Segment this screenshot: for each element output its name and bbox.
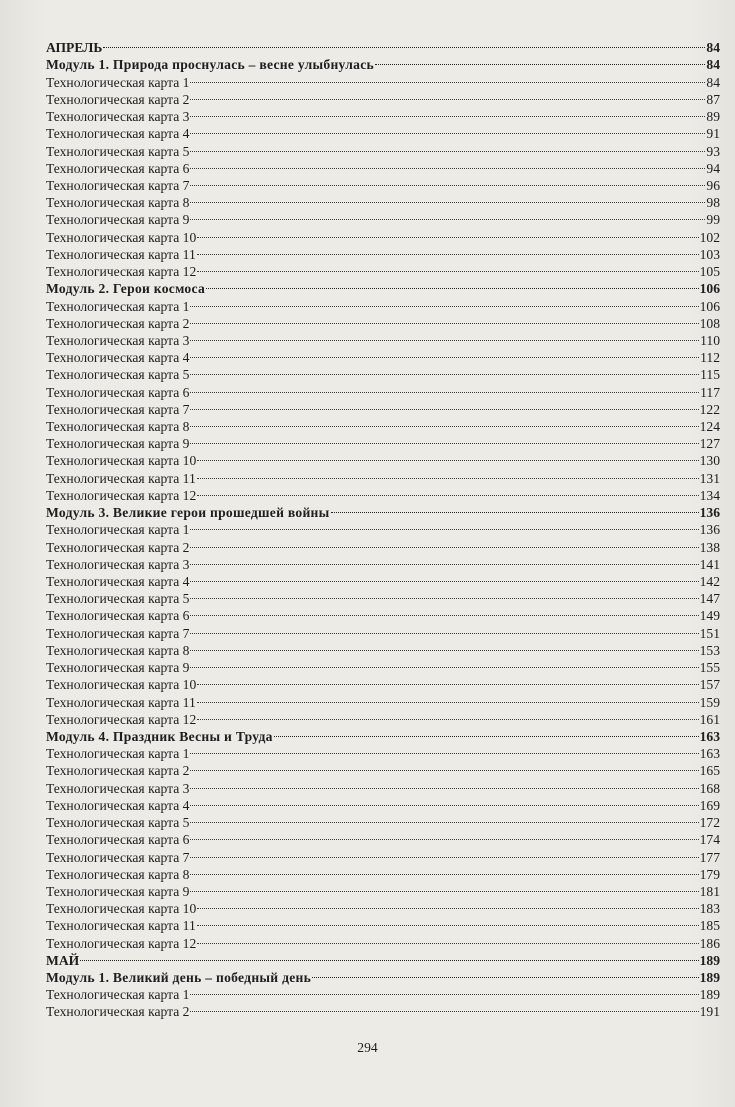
toc-entry-page-number: 168 bbox=[699, 780, 720, 796]
toc-entry-page-number: 157 bbox=[699, 677, 720, 693]
toc-dot-leader bbox=[190, 620, 698, 637]
toc-entry-label: Технологическая карта 12 bbox=[46, 935, 197, 951]
toc-entry-label: Технологическая карта 2 bbox=[46, 91, 190, 107]
toc-entry-label: Модуль 3. Великие герои прошедшей войны bbox=[46, 505, 330, 521]
toc-entry-page-number: 99 bbox=[706, 212, 720, 228]
toc-entry-label: Технологическая карта 10 bbox=[46, 677, 197, 693]
toc-entry-label: Технологическая карта 2 bbox=[46, 315, 190, 331]
toc-dot-leader bbox=[190, 311, 698, 328]
toc-entry-label: Модуль 4. Праздник Весны и Труда bbox=[46, 728, 273, 744]
toc-entry-page-number: 172 bbox=[699, 815, 720, 831]
toc-dot-leader bbox=[190, 173, 705, 190]
toc-entry-label: Технологическая карта 8 bbox=[46, 866, 190, 882]
toc-entry-page-number: 163 bbox=[699, 746, 720, 762]
toc-entry-page-number: 165 bbox=[699, 763, 720, 779]
toc-entry-label: Технологическая карта 10 bbox=[46, 453, 197, 469]
toc-entry-label: Технологическая карта 2 bbox=[46, 539, 190, 555]
toc-entry-label: Технологическая карта 9 bbox=[46, 660, 190, 676]
toc-entry-page-number: 183 bbox=[699, 901, 720, 917]
toc-dot-leader bbox=[190, 758, 698, 775]
toc-entry-label: Технологическая карта 11 bbox=[46, 918, 196, 934]
toc-entry-page-number: 105 bbox=[699, 264, 720, 280]
toc-entry-page-number: 189 bbox=[699, 970, 720, 986]
toc-heading-row bbox=[46, 965, 720, 986]
toc-entry-page-number: 138 bbox=[699, 539, 720, 555]
toc-dot-leader bbox=[190, 879, 698, 896]
toc-entry-label: Модуль 1. Великий день – победный день bbox=[46, 970, 312, 986]
toc-dot-leader bbox=[274, 724, 699, 741]
toc-entry-page-number: 108 bbox=[699, 315, 720, 331]
toc-dot-leader bbox=[197, 224, 698, 241]
toc-entry-label: Технологическая карта 8 bbox=[46, 642, 190, 658]
toc-entry-page-number: 177 bbox=[699, 849, 720, 865]
toc-entry-page-number: 134 bbox=[699, 487, 720, 503]
toc-dot-leader bbox=[197, 259, 698, 276]
toc-dot-leader bbox=[190, 156, 705, 173]
toc-entry-label: Технологическая карта 10 bbox=[46, 229, 197, 245]
toc-entry-label: Технологическая карта 7 bbox=[46, 177, 190, 193]
toc-entry-page-number: 84 bbox=[706, 40, 720, 56]
toc-dot-leader bbox=[190, 517, 698, 534]
toc-dot-leader bbox=[190, 414, 698, 431]
toc-entry-page-number: 106 bbox=[699, 298, 720, 314]
toc-entry-label: Технологическая карта 3 bbox=[46, 332, 190, 348]
toc-entry-label: Технологическая карта 5 bbox=[46, 815, 190, 831]
toc-heading-row bbox=[46, 948, 720, 968]
toc-dot-leader bbox=[190, 982, 698, 999]
toc-entry-label: Технологическая карта 2 bbox=[46, 763, 190, 779]
toc-dot-leader bbox=[190, 534, 698, 551]
toc-entry-label: Технологическая карта 5 bbox=[46, 591, 190, 607]
toc-dot-leader bbox=[206, 276, 699, 293]
toc-dot-leader bbox=[197, 930, 698, 947]
toc-entry-page-number: 131 bbox=[699, 470, 720, 486]
toc-entry-label: Технологическая карта 11 bbox=[46, 470, 196, 486]
toc-dot-leader bbox=[190, 104, 705, 121]
toc-entry-page-number: 181 bbox=[699, 883, 720, 899]
toc-entry-page-number: 103 bbox=[699, 246, 720, 262]
toc-entry-page-number: 115 bbox=[700, 367, 720, 383]
toc-entry-page-number: 161 bbox=[699, 711, 720, 727]
toc-entry-label: Технологическая карта 4 bbox=[46, 350, 190, 366]
toc-entry-page-number: 191 bbox=[699, 1004, 720, 1020]
toc-dot-leader bbox=[103, 35, 705, 52]
toc-dot-leader bbox=[331, 500, 699, 517]
toc-entry-page-number: 96 bbox=[706, 177, 720, 193]
toc-dot-leader bbox=[190, 362, 699, 379]
toc-entry-label: Технологическая карта 6 bbox=[46, 384, 190, 400]
toc-entry-label: Технологическая карта 2 bbox=[46, 1004, 190, 1020]
toc-entry-label: Технологическая карта 5 bbox=[46, 367, 190, 383]
toc-entry-label: Технологическая карта 6 bbox=[46, 832, 190, 848]
toc-entry-label: Технологическая карта 3 bbox=[46, 109, 190, 125]
toc-entry-page-number: 130 bbox=[699, 453, 720, 469]
table-of-contents bbox=[46, 35, 720, 1020]
toc-dot-leader bbox=[190, 827, 698, 844]
toc-entry-page-number: 149 bbox=[699, 608, 720, 624]
toc-entry-page-number: 94 bbox=[706, 160, 720, 176]
toc-entry-page-number: 87 bbox=[706, 91, 720, 107]
toc-dot-leader bbox=[375, 52, 705, 69]
toc-entry-label: Технологическая карта 4 bbox=[46, 574, 190, 589]
toc-entry-page-number: 106 bbox=[699, 281, 720, 297]
toc-entry-page-number: 179 bbox=[699, 866, 720, 882]
toc-dot-leader bbox=[190, 603, 698, 620]
toc-dot-leader bbox=[197, 448, 698, 465]
toc-entry-page-number: 102 bbox=[699, 229, 720, 245]
toc-entry-page-number: 169 bbox=[699, 797, 720, 813]
toc-entry-label: Технологическая карта 11 bbox=[46, 694, 196, 710]
toc-entry-label: Технологическая карта 11 bbox=[46, 246, 196, 262]
toc-entry-label: Технологическая карта 8 bbox=[46, 419, 190, 435]
toc-entry-page-number: 124 bbox=[699, 419, 720, 435]
toc-dot-leader bbox=[190, 638, 698, 655]
toc-dot-leader bbox=[190, 138, 705, 155]
toc-entry-label: Технологическая карта 1 bbox=[46, 746, 190, 762]
toc-entry-label: Технологическая карта 4 bbox=[46, 797, 190, 813]
toc-entry-label: Технологическая карта 1 bbox=[46, 298, 190, 314]
toc-dot-leader bbox=[190, 431, 698, 448]
toc-entry-label: Технологическая карта 5 bbox=[46, 143, 190, 159]
toc-dot-leader bbox=[190, 379, 699, 396]
toc-dot-leader bbox=[197, 896, 698, 913]
toc-entry-label: Технологическая карта 12 bbox=[46, 711, 197, 727]
toc-dot-leader bbox=[190, 121, 705, 138]
toc-entry-label: Технологическая карта 4 bbox=[46, 126, 190, 142]
toc-entry-label: Технологическая карта 3 bbox=[46, 780, 190, 796]
toc-entry-label: Технологическая карта 7 bbox=[46, 849, 190, 865]
toc-entry-label: Технологическая карта 12 bbox=[46, 487, 197, 503]
toc-entry-page-number: 136 bbox=[699, 522, 720, 538]
toc-dot-leader bbox=[197, 689, 699, 706]
toc-entry-label: Технологическая карта 10 bbox=[46, 901, 197, 917]
toc-entry-page-number: 84 bbox=[706, 57, 720, 73]
toc-dot-leader bbox=[190, 810, 698, 827]
toc-dot-leader bbox=[190, 999, 698, 1016]
toc-entry-page-number: 185 bbox=[699, 918, 720, 934]
toc-dot-leader bbox=[190, 552, 698, 569]
toc-entry-page-number: 189 bbox=[699, 987, 720, 1003]
toc-entry-page-number: 141 bbox=[699, 556, 720, 572]
toc-entry-label: Технологическая карта 6 bbox=[46, 608, 190, 624]
toc-dot-leader bbox=[190, 569, 698, 586]
toc-dot-leader bbox=[190, 328, 699, 345]
toc-dot-leader bbox=[190, 87, 705, 104]
toc-entry-page-number: 112 bbox=[700, 350, 720, 366]
toc-entry-page-number: 151 bbox=[699, 625, 720, 641]
toc-entry-label: МАЙ bbox=[46, 952, 80, 968]
toc-dot-leader bbox=[190, 741, 698, 758]
toc-entry-page-number: 98 bbox=[706, 195, 720, 211]
toc-dot-leader bbox=[197, 672, 698, 689]
toc-entry-page-number: 155 bbox=[699, 660, 720, 676]
toc-entry-page-number: 91 bbox=[706, 126, 720, 142]
toc-entry-page-number: 153 bbox=[699, 642, 720, 658]
toc-dot-leader bbox=[312, 965, 699, 982]
toc-dot-leader bbox=[190, 775, 698, 792]
toc-entry-page-number: 159 bbox=[699, 694, 720, 710]
toc-entry-label: Модуль 1. Природа проснулась – весне улыбнулась bbox=[46, 57, 375, 73]
toc-entry-label: Технологическая карта 8 bbox=[46, 195, 190, 211]
toc-entry-page-number: 189 bbox=[699, 952, 720, 968]
toc-entry-page-number: 89 bbox=[706, 109, 720, 125]
toc-entry-label: Технологическая карта 3 bbox=[46, 556, 190, 572]
toc-dot-leader bbox=[197, 465, 699, 482]
toc-entry-page-number: 117 bbox=[700, 384, 720, 400]
toc-entry-page-number: 174 bbox=[699, 832, 720, 848]
toc-entry-label: Технологическая карта 12 bbox=[46, 264, 197, 280]
toc-entry-label: Технологическая карта 1 bbox=[46, 74, 190, 90]
toc-dot-leader bbox=[190, 207, 705, 224]
toc-dot-leader bbox=[197, 707, 698, 724]
toc-dot-leader bbox=[197, 913, 699, 930]
toc-heading-row bbox=[46, 52, 720, 73]
toc-dot-leader bbox=[190, 862, 698, 879]
toc-entry-page-number: 84 bbox=[706, 74, 720, 90]
toc-entry-label: Технологическая карта 9 bbox=[46, 883, 190, 899]
toc-entry-label: Технологическая карта 1 bbox=[46, 522, 190, 538]
toc-dot-leader bbox=[190, 655, 698, 672]
toc-dot-leader bbox=[197, 483, 698, 500]
toc-entry-page-number: 147 bbox=[699, 591, 720, 607]
toc-dot-leader bbox=[190, 397, 698, 414]
toc-entry-label: Технологическая карта 9 bbox=[46, 436, 190, 452]
toc-entry-page-number: 136 bbox=[699, 505, 720, 521]
toc-entry-page-number: 163 bbox=[699, 728, 720, 744]
toc-entry-page-number: 93 bbox=[706, 143, 720, 159]
toc-dot-leader bbox=[190, 69, 705, 86]
toc-entry-label: Технологическая карта 9 bbox=[46, 212, 190, 228]
toc-entry-label: Модуль 2. Герои космоса bbox=[46, 281, 206, 297]
toc-dot-leader bbox=[190, 345, 699, 362]
toc-dot-leader bbox=[190, 844, 698, 861]
toc-dot-leader bbox=[190, 586, 698, 603]
toc-entry-label: АПРЕЛЬ bbox=[46, 40, 103, 56]
toc-entry-page-number: 142 bbox=[699, 574, 720, 589]
toc-entry-page-number: 110 bbox=[700, 332, 720, 348]
toc-dot-leader bbox=[190, 293, 698, 310]
toc-dot-leader bbox=[190, 793, 698, 810]
toc-entry-label: Технологическая карта 7 bbox=[46, 401, 190, 417]
toc-entry-label: Технологическая карта 7 bbox=[46, 625, 190, 641]
page-number: 294 bbox=[357, 1040, 378, 1055]
toc-entry-page-number: 122 bbox=[699, 401, 720, 417]
toc-entry-label: Технологическая карта 1 bbox=[46, 987, 190, 1003]
toc-dot-leader bbox=[190, 190, 705, 207]
toc-dot-leader bbox=[80, 948, 698, 965]
toc-heading-row bbox=[46, 35, 720, 56]
toc-entry-page-number: 186 bbox=[699, 935, 720, 951]
toc-entry-label: Технологическая карта 6 bbox=[46, 160, 190, 176]
toc-dot-leader bbox=[197, 242, 699, 259]
toc-entry-page-number: 127 bbox=[699, 436, 720, 452]
